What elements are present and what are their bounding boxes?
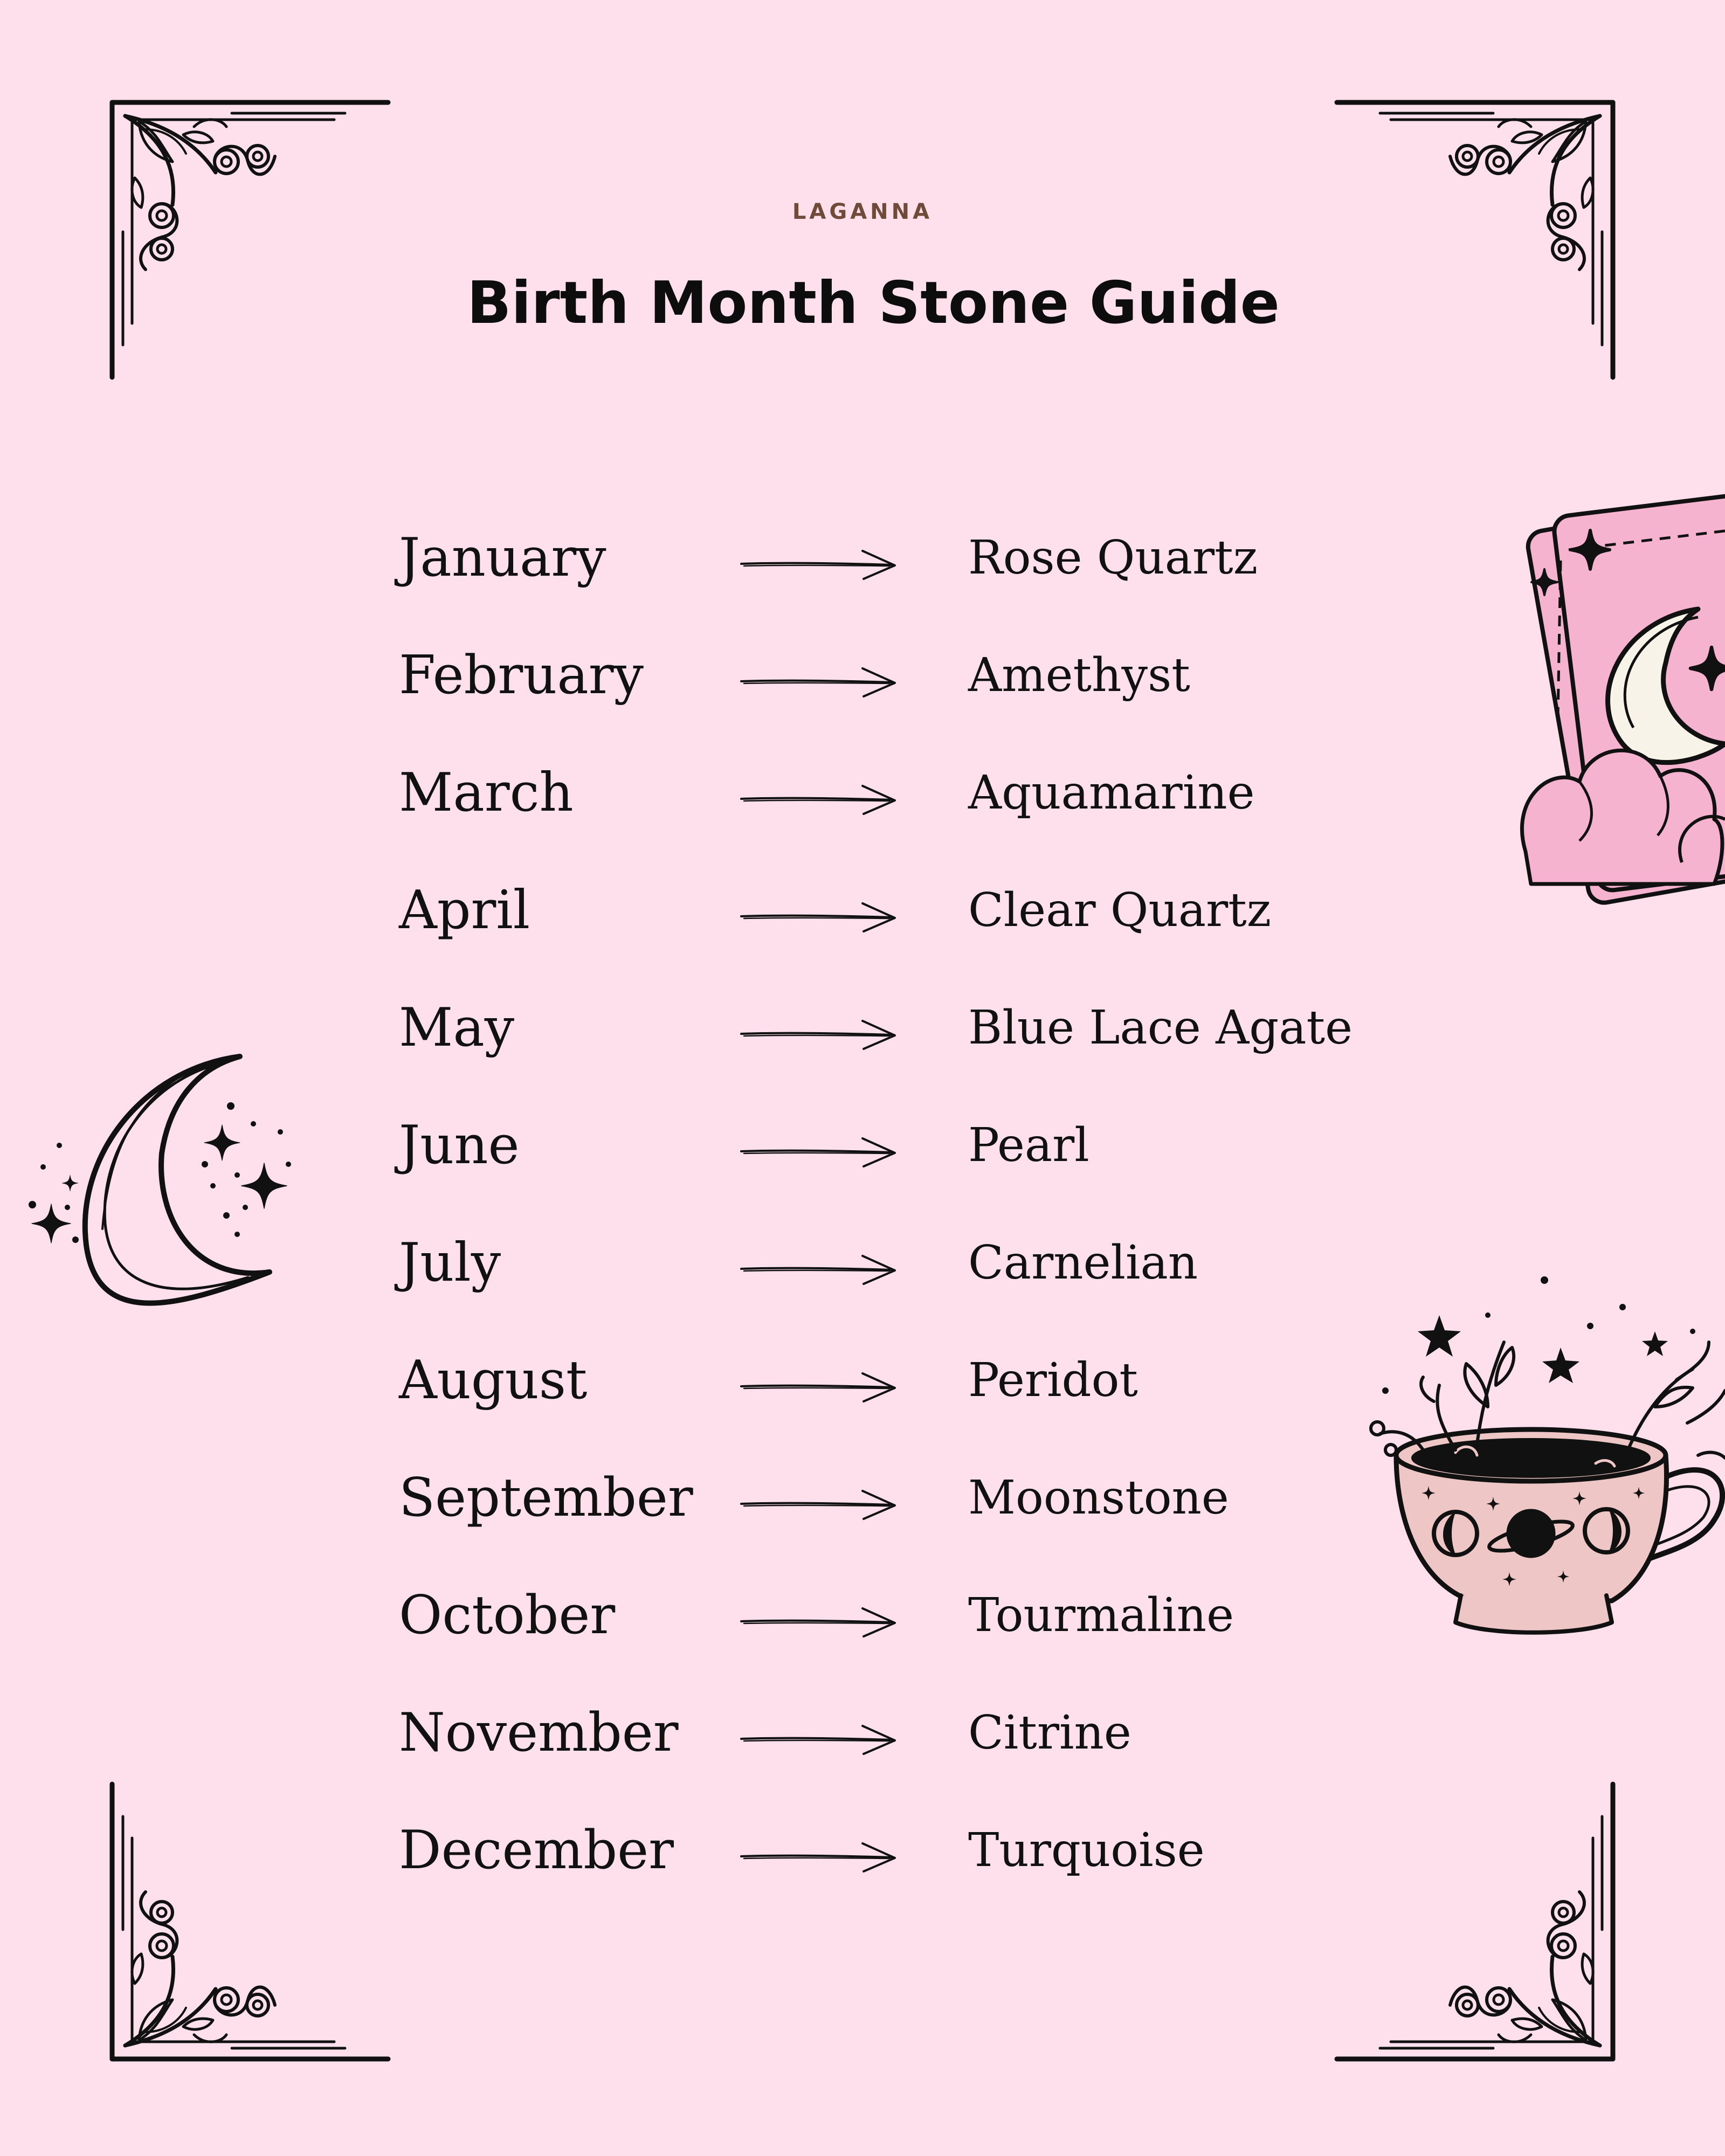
stone-label: Aquamarine [968, 766, 1255, 820]
arrow-icon [739, 897, 900, 935]
stone-row [0, 761, 1725, 841]
stone-row [0, 1113, 1725, 1194]
month-label: December [399, 1820, 674, 1881]
page-title: Birth Month Stone Guide [467, 270, 1280, 337]
stone-row [0, 526, 1725, 606]
stone-label: Amethyst [968, 648, 1190, 702]
month-label: November [399, 1702, 679, 1764]
stone-label: Rose Quartz [968, 531, 1258, 585]
month-label: May [399, 997, 515, 1059]
month-label: January [399, 527, 606, 589]
stone-row [0, 1348, 1725, 1429]
month-label: February [399, 645, 644, 706]
stone-row [0, 1701, 1725, 1781]
stone-row [0, 996, 1725, 1076]
stone-label: Pearl [968, 1118, 1089, 1172]
month-label: August [399, 1350, 588, 1411]
arrow-icon [739, 1367, 900, 1405]
arrow-icon [739, 1014, 900, 1052]
month-label: September [399, 1467, 693, 1529]
stone-row [0, 1818, 1725, 1899]
arrow-icon [739, 779, 900, 817]
month-label: March [399, 762, 574, 824]
stone-row [0, 878, 1725, 959]
arrow-icon [739, 1249, 900, 1287]
month-label: October [399, 1585, 616, 1646]
arrow-icon [739, 544, 900, 582]
arrow-icon [739, 1132, 900, 1170]
stone-row [0, 643, 1725, 724]
stone-label: Moonstone [968, 1471, 1229, 1525]
stone-label: Clear Quartz [968, 883, 1272, 937]
brand-logo: LAGANNA [792, 199, 933, 224]
month-label: April [399, 880, 530, 941]
stone-row [0, 1231, 1725, 1311]
arrow-icon [739, 1719, 900, 1757]
stone-label: Tourmaline [968, 1588, 1234, 1642]
arrow-icon [739, 1837, 900, 1875]
arrow-icon [739, 1484, 900, 1522]
stone-label: Peridot [968, 1353, 1138, 1407]
stone-row [0, 1466, 1725, 1546]
month-label: June [399, 1115, 520, 1176]
month-label: July [399, 1232, 501, 1294]
arrow-icon [739, 662, 900, 700]
stone-label: Turquoise [968, 1823, 1205, 1877]
arrow-icon [739, 1602, 900, 1640]
stone-label: Carnelian [968, 1236, 1198, 1290]
stone-label: Blue Lace Agate [968, 1001, 1353, 1055]
stone-row [0, 1583, 1725, 1664]
stone-label: Citrine [968, 1706, 1131, 1760]
teacup-icon [1371, 1276, 1725, 1633]
